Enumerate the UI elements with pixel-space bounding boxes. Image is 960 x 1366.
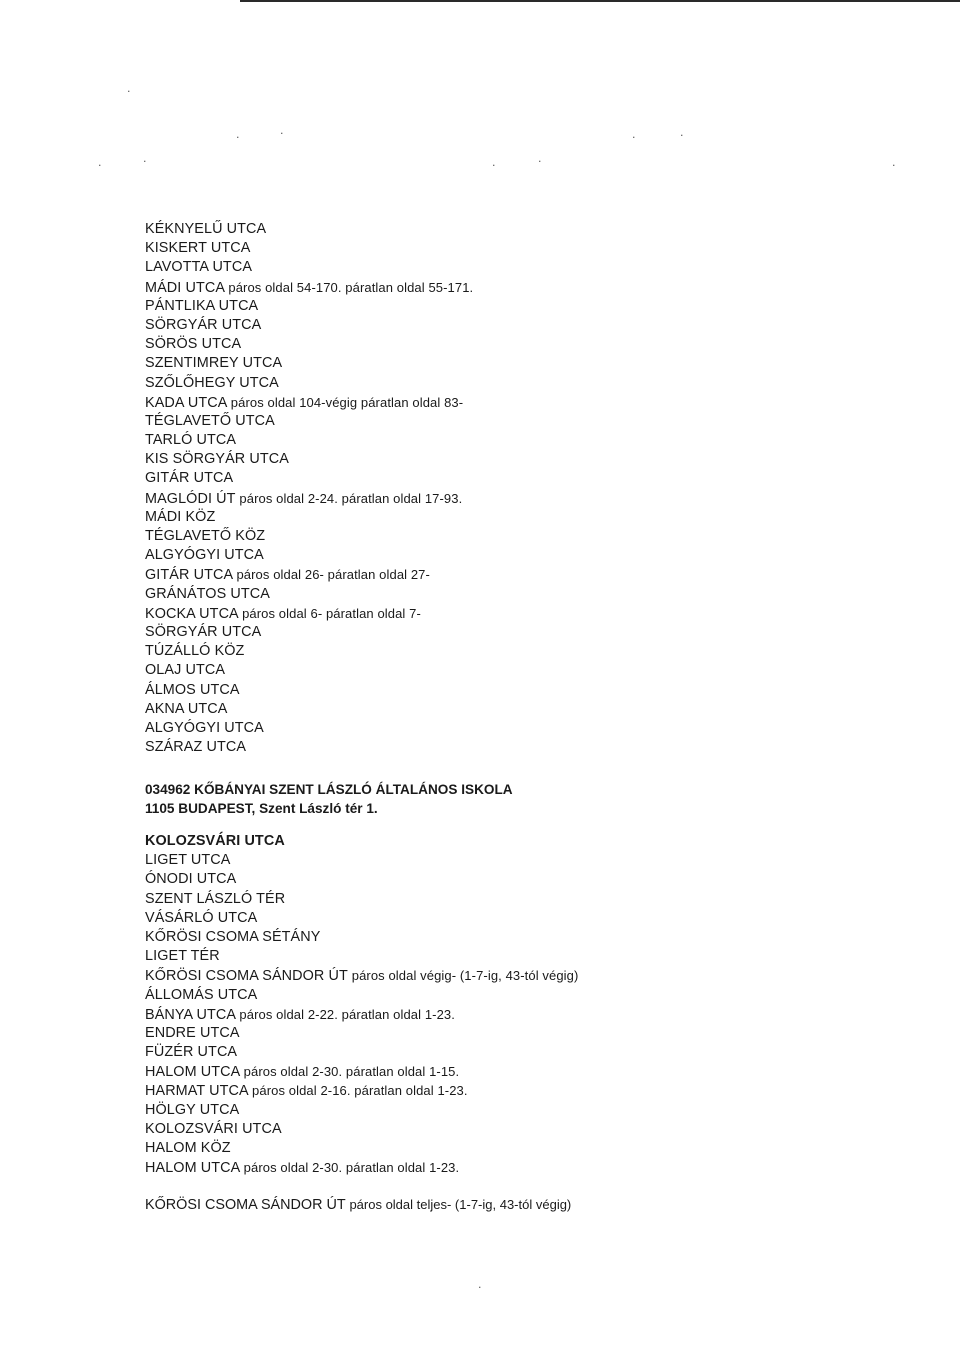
street-name: KŐRÖSI CSOMA SÁNDOR ÚT	[145, 968, 348, 985]
street-name: TÉGLAVETŐ KÖZ	[145, 528, 266, 544]
street-note: páros oldal 2-22. páratlan oldal 1-23.	[239, 1006, 455, 1022]
street-name: ALGYÓGYI UTCA	[145, 547, 264, 564]
street-name: MAGLÓDI ÚT	[145, 490, 236, 507]
scan-speck: ·	[492, 159, 496, 172]
street-name: LIGET UTCA	[145, 852, 231, 869]
street-name: ÓNODI UTCA	[145, 871, 237, 888]
street-entry	[145, 1062, 578, 1081]
street-entry	[145, 565, 473, 584]
street-entry	[145, 354, 473, 373]
street-name: SÖRÖS UTCA	[145, 336, 242, 353]
street-entry	[145, 469, 473, 488]
street-note: páros oldal 2-30. páratlan oldal 1-23.	[243, 1160, 460, 1176]
street-entry	[145, 297, 473, 316]
street-entry	[145, 1101, 578, 1120]
street-entry	[145, 335, 473, 354]
scan-speck: ·	[143, 155, 147, 168]
street-name: SZÁRAZ UTCA	[145, 739, 247, 756]
street-name: KOLOZSVÁRI UTCA	[145, 833, 285, 849]
scan-speck: ·	[538, 155, 542, 168]
street-entry	[145, 585, 473, 604]
street-name: LIGET TÉR	[145, 948, 220, 965]
street-name: OLAJ UTCA	[145, 662, 226, 679]
street-entry	[145, 258, 473, 277]
street-name: SÖRGYÁR UTCA	[145, 316, 262, 333]
street-entry	[145, 604, 473, 623]
street-entry	[145, 661, 473, 680]
street-note: páros oldal 2-16. páratlan oldal 1-23.	[252, 1083, 468, 1099]
street-name: KIS SÖRGYÁR UTCA	[145, 451, 289, 468]
street-name: GITÁR UTCA	[145, 470, 234, 487]
street-name: BÁNYA UTCA	[145, 1006, 236, 1023]
street-entry	[145, 966, 578, 985]
street-entry	[145, 489, 473, 508]
street-entry	[145, 450, 473, 469]
scan-speck: ·	[632, 131, 636, 144]
final-street-entry	[145, 1195, 571, 1215]
street-entry	[145, 1005, 578, 1024]
street-name: HALOM UTCA	[145, 1160, 240, 1177]
street-name: ENDRE UTCA	[145, 1024, 240, 1041]
street-note: páros oldal végig- (1-7-ig, 43-tól végig)	[351, 968, 579, 984]
street-entry	[145, 642, 473, 661]
scan-top-rule	[240, 0, 960, 2]
street-entry	[145, 947, 578, 966]
scan-speck: ·	[680, 129, 684, 142]
street-name: HALOM KÖZ	[145, 1140, 231, 1156]
street-name: MÁDI UTCA	[145, 279, 225, 296]
street-name: PÁNTLIKA UTCA	[145, 297, 259, 314]
street-name: KISKERT UTCA	[145, 240, 251, 257]
street-list-a	[145, 220, 473, 757]
street-note: páros oldal teljes- (1-7-ig, 43-tól végig)	[349, 1197, 572, 1212]
street-entry	[145, 681, 473, 700]
street-entry	[145, 719, 473, 738]
street-name: FÜZÉR UTCA	[145, 1044, 238, 1061]
street-name: HARMAT UTCA	[145, 1083, 248, 1100]
street-name: KADA UTCA	[145, 394, 227, 411]
street-entry	[145, 431, 473, 450]
street-name: HALOM UTCA	[145, 1064, 240, 1081]
street-name: ÁLLOMÁS UTCA	[145, 986, 258, 1003]
street-name: SÖRGYÁR UTCA	[145, 623, 262, 640]
school-header	[145, 780, 513, 818]
street-entry	[145, 527, 473, 546]
street-list-b	[145, 832, 578, 1177]
scan-speck: ·	[478, 1281, 482, 1294]
street-entry	[145, 986, 578, 1005]
street-entry	[145, 1139, 578, 1158]
scan-speck: ·	[892, 159, 896, 172]
street-entry	[145, 239, 473, 258]
school-name: 034962 KŐBÁNYAI SZENT LÁSZLÓ ÁLTALÁNOS ISKOLA	[145, 782, 513, 797]
street-name: TARLÓ UTCA	[145, 432, 237, 449]
street-name: GRÁNÁTOS UTCA	[145, 585, 270, 602]
street-entry	[145, 738, 473, 757]
street-name: MÁDI KÖZ	[145, 508, 216, 525]
street-entry	[145, 1043, 578, 1062]
street-entry	[145, 1024, 578, 1043]
street-name: SZENTIMREY UTCA	[145, 355, 283, 372]
scan-speck: ·	[280, 127, 284, 140]
street-name: AKNA UTCA	[145, 700, 228, 717]
street-entry	[145, 508, 473, 527]
street-name: HÖLGY UTCA	[145, 1101, 240, 1118]
street-name: LAVOTTA UTCA	[145, 259, 253, 276]
street-entry	[145, 851, 578, 870]
street-entry	[145, 909, 578, 928]
street-note: páros oldal 104-végig páratlan oldal 83-	[230, 394, 464, 410]
street-entry	[145, 890, 578, 909]
street-name: KOCKA UTCA	[145, 605, 238, 622]
street-name: VÁSÁRLÓ UTCA	[145, 909, 258, 926]
street-entry	[145, 928, 578, 947]
street-entry	[145, 623, 473, 642]
street-entry	[145, 220, 473, 239]
street-entry	[145, 546, 473, 565]
school-address: 1105 BUDAPEST, Szent László tér 1.	[145, 801, 378, 816]
street-name: KŐRÖSI CSOMA SÁNDOR ÚT	[145, 1197, 346, 1213]
street-note: páros oldal 6- páratlan oldal 7-	[242, 605, 421, 621]
street-name: TÉGLAVETŐ UTCA	[145, 412, 275, 429]
street-name: SZENT LÁSZLÓ TÉR	[145, 890, 286, 907]
street-note: páros oldal 2-24. páratlan oldal 17-93.	[239, 490, 463, 506]
street-entry	[145, 412, 473, 431]
street-entry	[145, 374, 473, 393]
street-entry	[145, 393, 473, 412]
street-name: ÁLMOS UTCA	[145, 681, 240, 698]
street-entry	[145, 1158, 578, 1177]
scan-speck: ·	[127, 85, 131, 98]
street-name: TÚZÁLLÓ KÖZ	[145, 643, 245, 660]
street-entry	[145, 700, 473, 719]
street-name: KOLOZSVÁRI UTCA	[145, 1120, 282, 1137]
street-entry	[145, 1120, 578, 1139]
street-name: SZŐLŐHEGY UTCA	[145, 374, 279, 391]
street-entry	[145, 316, 473, 335]
scan-speck: ·	[236, 131, 240, 144]
street-note: páros oldal 26- páratlan oldal 27-	[236, 567, 430, 583]
street-name: KÉKNYELŰ UTCA	[145, 221, 267, 237]
street-note: páros oldal 2-30. páratlan oldal 1-15.	[243, 1064, 460, 1080]
street-entry	[145, 1081, 578, 1100]
street-entry	[145, 278, 473, 297]
street-note: páros oldal 54-170. páratlan oldal 55-171.	[228, 279, 474, 295]
street-name: ALGYÓGYI UTCA	[145, 719, 264, 736]
street-entry	[145, 870, 578, 889]
street-name: GITÁR UTCA	[145, 567, 233, 584]
scan-speck: ·	[98, 159, 102, 172]
street-name: KŐRÖSI CSOMA SÉTÁNY	[145, 928, 321, 945]
street-entry	[145, 832, 578, 851]
